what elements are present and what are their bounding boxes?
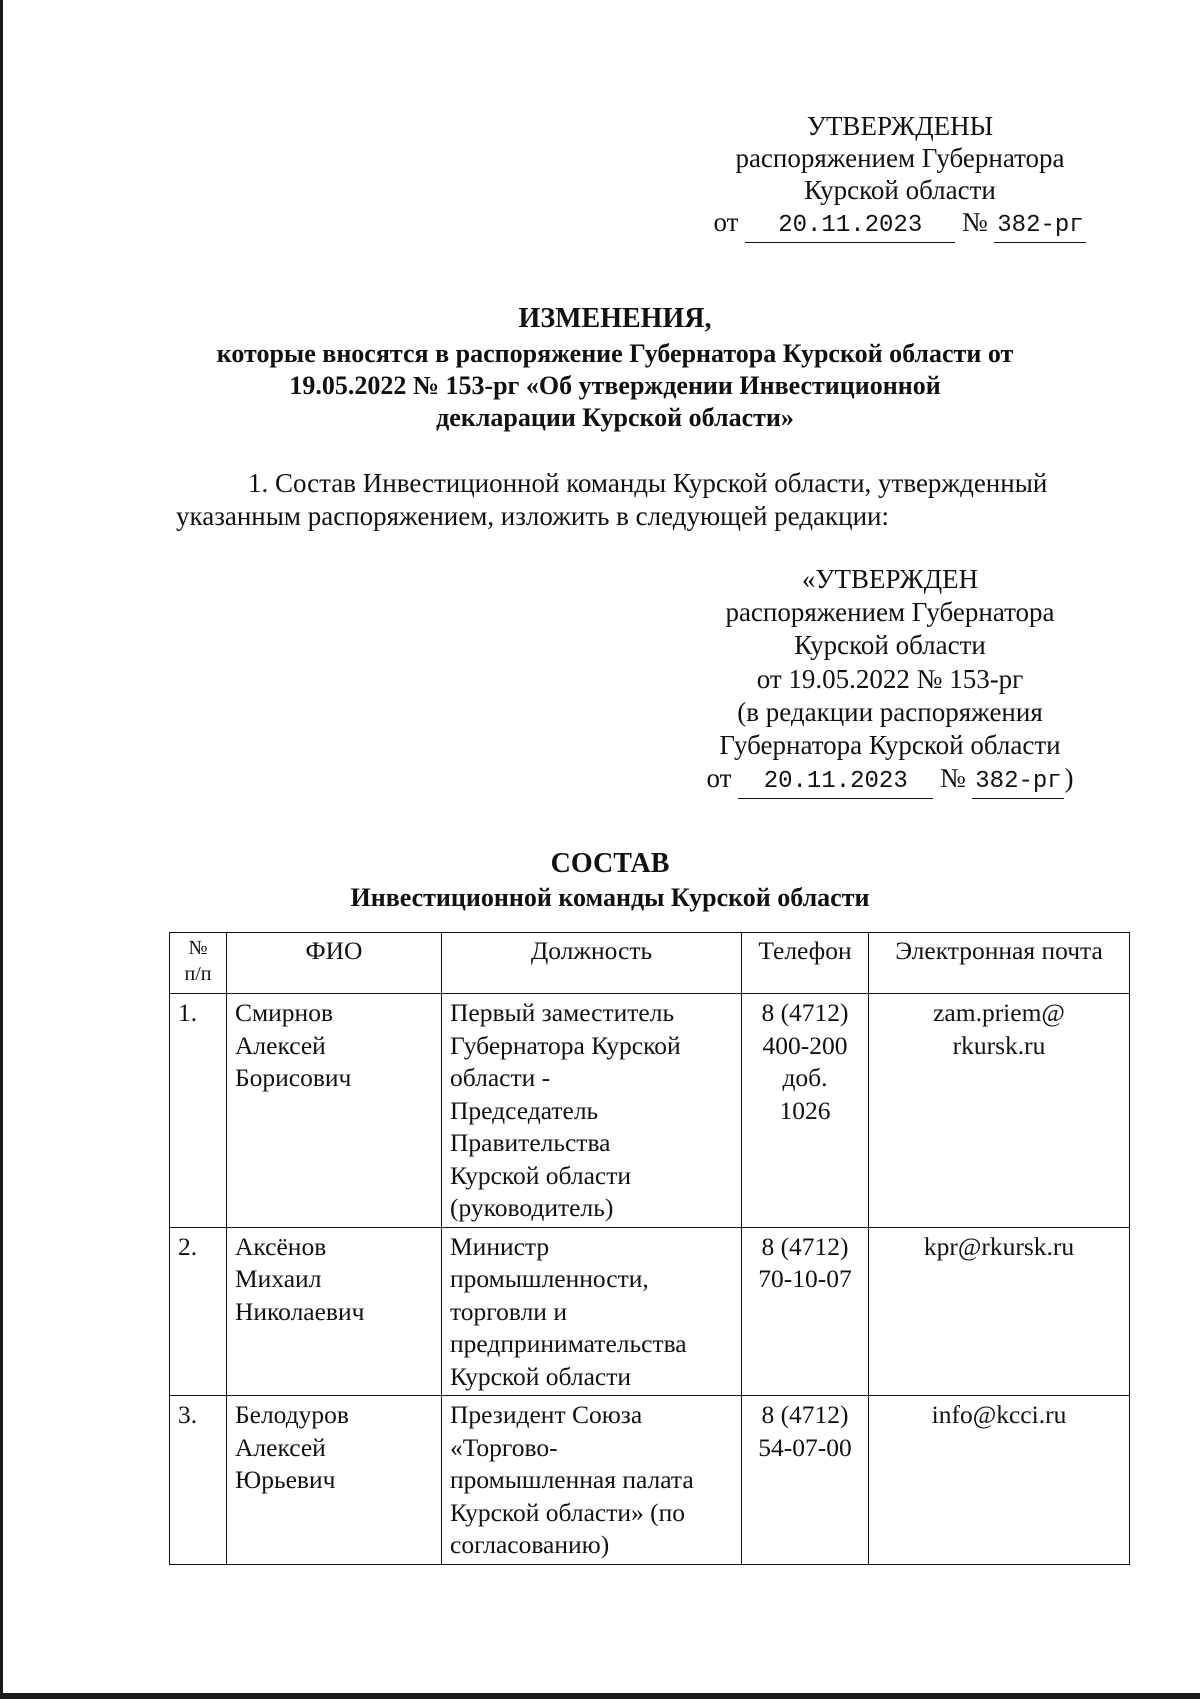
composition-subtitle: Инвестиционной команды Курской области — [350, 883, 870, 912]
approval-2-title: «УТВЕРЖДЕН — [801, 564, 979, 594]
approval-block-1 — [700, 110, 1100, 243]
row-email: kpr@rkursk.ru — [869, 1227, 1130, 1396]
row-name: Белодуров Алексей Юрьевич — [227, 1396, 442, 1565]
paragraph-1-line-1: 1. Состав Инвестиционной команды Курской области, утвержденный — [248, 468, 1048, 498]
approval-2-line-3: Курской области — [794, 630, 986, 661]
table-header-row — [170, 933, 1130, 994]
approval-1-date-value: 20.11.2023 — [745, 210, 955, 243]
header-position: Должность — [442, 933, 742, 994]
header-num: № п/п — [170, 933, 227, 994]
scan-edge-bottom — [0, 1693, 1200, 1699]
team-table — [169, 932, 1130, 1565]
approval-2-date-line — [680, 762, 1100, 799]
changes-title: ИЗМЕНЕНИЯ, — [518, 303, 712, 334]
approval-2-number-value: 382-рг — [972, 765, 1064, 799]
approval-2-date-prefix: от — [706, 763, 732, 794]
row-phone: 8 (4712) 400-200 доб. 1026 — [742, 994, 869, 1228]
row-phone: 8 (4712) 70-10-07 — [742, 1227, 869, 1396]
approval-1-line-3: Курской области — [804, 175, 996, 205]
table-row — [170, 1396, 1130, 1565]
row-position: Первый заместитель Губернатора Курской области - Председатель Правительства Курской области (руководитель) — [442, 994, 742, 1228]
approval-2-number-prefix: № — [939, 763, 966, 794]
approval-1-date-prefix: от — [713, 207, 739, 237]
changes-line-1: которые вносятся в распоряжение Губернатора Курской области от — [216, 339, 1014, 368]
composition-title: СОСТАВ — [550, 848, 670, 879]
row-email: zam.priem@ rkursk.ru — [869, 994, 1130, 1228]
changes-line-2: 19.05.2022 № 153-рг «Об утверждении Инвестиционной — [289, 371, 941, 400]
header-phone: Телефон — [742, 933, 869, 994]
approval-1-title: УТВЕРЖДЕНЫ — [806, 111, 994, 141]
changes-line-3: декларации Курской области» — [436, 403, 794, 432]
table-row — [170, 994, 1130, 1228]
composition-heading — [300, 848, 920, 913]
approval-1-number-value: 382-рг — [994, 210, 1086, 243]
approval-2-line-6: Губернатора Курской области — [719, 730, 1061, 761]
approval-2-date-value: 20.11.2023 — [738, 765, 933, 799]
scan-edge-left — [0, 0, 3, 1699]
row-phone: 8 (4712) 54-07-00 — [742, 1396, 869, 1565]
approval-2-line-2: распоряжением Губернатора — [725, 597, 1055, 628]
table-row — [170, 1227, 1130, 1396]
approval-block-2 — [680, 563, 1100, 799]
approval-2-line-5: (в редакции распоряжения — [737, 696, 1043, 727]
row-num: 3. — [170, 1396, 227, 1565]
approval-2-line-4: от 19.05.2022 № 153-рг — [756, 663, 1024, 694]
paragraph-1 — [176, 467, 1096, 533]
approval-1-number-prefix: № — [961, 207, 988, 237]
row-email: info@kcci.ru — [869, 1396, 1130, 1565]
row-position: Президент Союза «Торгово- промышленная палата Курской области» (по согласованию) — [442, 1396, 742, 1565]
row-name: Аксёнов Михаил Николаевич — [227, 1227, 442, 1396]
approval-1-date-line — [700, 206, 1100, 243]
paragraph-1-line-2: указанным распоряжением, изложить в следующей редакции: — [176, 501, 889, 531]
row-name: Смирнов Алексей Борисович — [227, 994, 442, 1228]
row-num: 1. — [170, 994, 227, 1228]
row-position: Министр промышленности, торговли и предпринимательства Курской области — [442, 1227, 742, 1396]
row-num: 2. — [170, 1227, 227, 1396]
header-email: Электронная почта — [869, 933, 1130, 994]
approval-2-closing: ) — [1064, 763, 1074, 794]
approval-1-line-2: распоряжением Губернатора — [735, 143, 1065, 173]
changes-heading — [150, 303, 1080, 434]
header-name: ФИО — [227, 933, 442, 994]
